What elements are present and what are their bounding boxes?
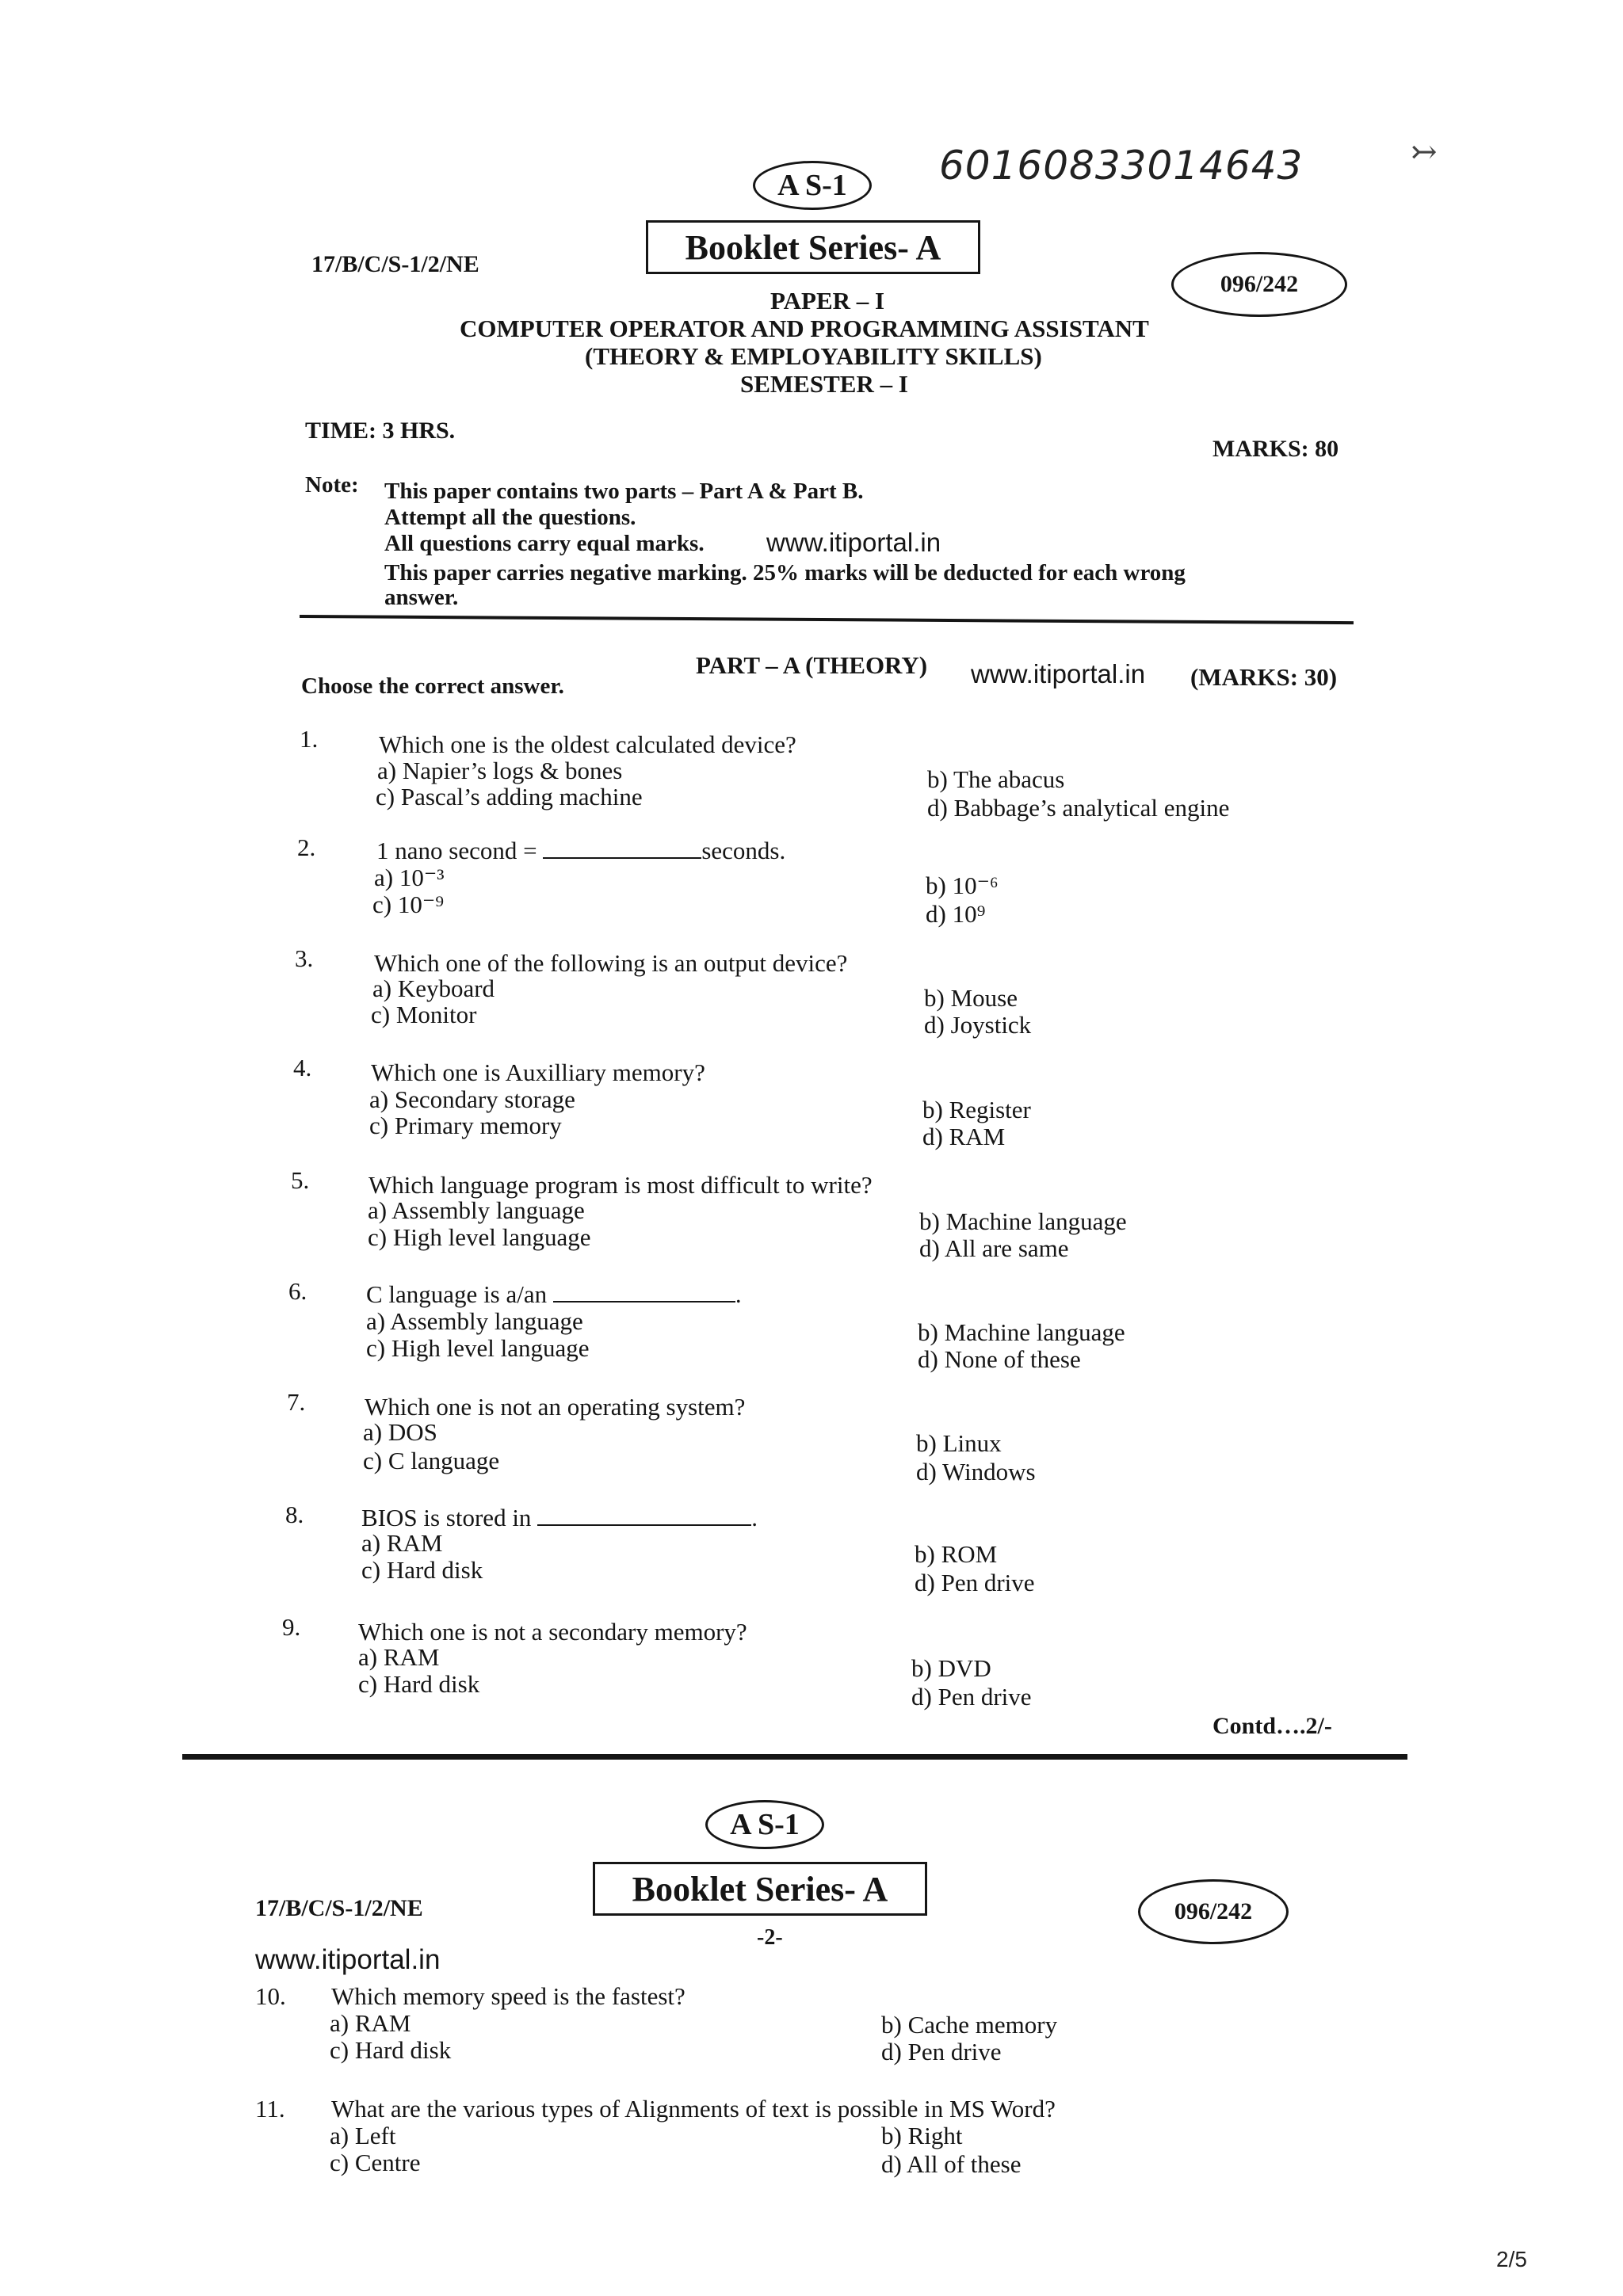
handwritten-number: 60160833014643 — [939, 143, 1304, 189]
part-a-marks: (MARKS: 30) — [1190, 663, 1338, 691]
as-1-tag — [753, 161, 872, 210]
booklet-series-text: Booklet Series- A — [632, 1869, 888, 1909]
header-divider — [300, 615, 1354, 624]
booklet-series-text: Booklet Series- A — [685, 227, 941, 267]
as-1-tag-text: A S-1 — [777, 169, 847, 202]
question-text: Which one is the oldest calculated device? — [379, 730, 796, 758]
booklet-series-box — [646, 220, 980, 274]
page2-website-link[interactable]: www.itiportal.in — [255, 1944, 441, 1975]
question-text — [376, 837, 785, 865]
question-number: 9. — [282, 1613, 301, 1641]
note-line-4: This paper carries negative marking. 25% marks will be deducted for each wrong — [384, 560, 1186, 585]
option-b[interactable]: b) Machine language — [918, 1318, 1125, 1346]
question-number: 1. — [300, 725, 319, 753]
note-line-2: Attempt all the questions. — [384, 505, 636, 530]
page-break-rule — [182, 1754, 1407, 1760]
question-number: 3. — [295, 944, 314, 972]
question-text: Which language program is most difficult to write? — [369, 1171, 873, 1199]
question-text: Which memory speed is the fastest? — [331, 1982, 685, 2010]
note-line-1: This paper contains two parts – Part A & Part B. — [384, 479, 864, 504]
answer-blank — [543, 838, 701, 859]
as-1-tag-page2 — [705, 1800, 824, 1849]
question-number: 4. — [293, 1054, 312, 1081]
option-d[interactable]: d) Babbage’s analytical engine — [927, 794, 1230, 822]
note-line-5: answer. — [384, 585, 459, 610]
paper-code: 17/B/C/S-1/2/NE — [311, 251, 479, 277]
option-b[interactable]: b) 10⁻⁶ — [926, 871, 999, 899]
option-d[interactable]: d) Pen drive — [915, 1569, 1035, 1596]
paper-id-text: 096/242 — [1220, 271, 1299, 297]
answer-blank — [553, 1282, 735, 1302]
option-b[interactable]: b) ROM — [915, 1540, 998, 1568]
question-text-before: BIOS is stored in — [361, 1504, 532, 1531]
option-d[interactable]: d) All are same — [919, 1234, 1069, 1262]
option-b[interactable]: b) Register — [922, 1096, 1031, 1123]
question-number: 6. — [288, 1277, 307, 1305]
option-c[interactable]: c) Hard disk — [330, 2036, 452, 2064]
paper-title-line-4: SEMESTER – I — [740, 370, 908, 398]
marks-label: MARKS: 80 — [1212, 436, 1339, 462]
option-a[interactable]: a) RAM — [358, 1643, 440, 1671]
option-d[interactable]: d) Windows — [916, 1458, 1036, 1486]
option-c[interactable]: c) Monitor — [371, 1001, 477, 1028]
question-text — [366, 1280, 742, 1309]
continued-marker: Contd….2/- — [1212, 1713, 1332, 1739]
paper-id-text: 096/242 — [1174, 1898, 1253, 1924]
question-number: 10. — [255, 1982, 286, 2010]
paper-title-line-2: COMPUTER OPERATOR AND PROGRAMMING ASSISTANT — [460, 315, 1149, 342]
option-a[interactable]: a) DOS — [363, 1418, 437, 1446]
paper-code-page2: 17/B/C/S-1/2/NE — [255, 1895, 423, 1921]
option-a[interactable]: a) Left — [330, 2122, 396, 2149]
question-text: Which one is not a secondary memory? — [358, 1618, 747, 1646]
pdf-page-indicator: 2/5 — [1496, 2247, 1527, 2271]
option-d[interactable]: d) RAM — [922, 1123, 1006, 1150]
paper-id-oval — [1171, 252, 1347, 317]
instruction-text: Choose the correct answer. — [301, 673, 564, 699]
option-a[interactable]: a) 10⁻³ — [374, 864, 445, 891]
time-label: TIME: 3 HRS. — [305, 418, 456, 444]
question-text-after: . — [735, 1280, 742, 1308]
part-a-website-link[interactable]: www.itiportal.in — [971, 659, 1146, 688]
paper-title-line-3: (THEORY & EMPLOYABILITY SKILLS) — [585, 342, 1042, 370]
page-number: -2- — [757, 1925, 783, 1950]
option-c[interactable]: c) Pascal’s adding machine — [376, 783, 643, 810]
option-b[interactable]: b) Right — [881, 2122, 963, 2149]
question-number: 2. — [297, 833, 316, 861]
option-a[interactable]: a) Napier’s logs & bones — [377, 757, 623, 784]
question-number: 5. — [291, 1166, 310, 1194]
option-c[interactable]: c) Primary memory — [369, 1112, 562, 1139]
paper-title-line-1: PAPER – I — [770, 287, 885, 315]
option-a[interactable]: a) Keyboard — [372, 974, 495, 1002]
question-number: 8. — [285, 1501, 304, 1528]
answer-blank — [537, 1505, 751, 1526]
note-website-link[interactable]: www.itiportal.in — [766, 528, 941, 557]
question-text-after: . — [751, 1504, 758, 1531]
option-c[interactable]: c) Hard disk — [358, 1670, 480, 1698]
option-c[interactable]: c) 10⁻⁹ — [372, 891, 445, 918]
question-text: Which one is not an operating system? — [365, 1393, 746, 1421]
option-b[interactable]: b) The abacus — [927, 765, 1065, 793]
option-b[interactable]: b) Linux — [916, 1429, 1002, 1457]
option-a[interactable]: a) Secondary storage — [369, 1085, 575, 1113]
option-a[interactable]: a) Assembly language — [366, 1307, 583, 1335]
question-number: 11. — [255, 2095, 285, 2122]
note-line-3: All questions carry equal marks. — [384, 531, 705, 556]
option-b[interactable]: b) Mouse — [924, 984, 1018, 1012]
option-c[interactable]: c) C language — [363, 1447, 500, 1474]
option-b[interactable]: b) Machine language — [919, 1207, 1127, 1235]
option-d[interactable]: d) Pen drive — [881, 2038, 1002, 2065]
option-a[interactable]: a) Assembly language — [368, 1196, 585, 1224]
booklet-series-box-page2 — [593, 1862, 927, 1916]
question-text: Which one is Auxilliary memory? — [371, 1058, 705, 1086]
question-text — [361, 1504, 758, 1532]
part-a-heading: PART – A (THEORY) — [696, 651, 928, 679]
option-c[interactable]: c) Centre — [330, 2149, 421, 2176]
question-text-after: seconds. — [701, 837, 786, 864]
question-number: 7. — [287, 1388, 306, 1416]
option-b[interactable]: b) DVD — [911, 1654, 991, 1682]
option-a[interactable]: a) RAM — [361, 1529, 443, 1557]
option-b[interactable]: b) Cache memory — [881, 2011, 1058, 2039]
option-a[interactable]: a) RAM — [330, 2009, 411, 2037]
option-d[interactable]: d) Pen drive — [911, 1683, 1032, 1711]
question-text-before: C language is a/an — [366, 1280, 548, 1308]
option-c[interactable]: c) High level language — [368, 1223, 591, 1251]
option-d[interactable]: d) None of these — [918, 1345, 1081, 1373]
option-c[interactable]: c) Hard disk — [361, 1556, 483, 1584]
arrow-mark-icon: ↣ — [1411, 134, 1438, 170]
option-d[interactable]: d) Joystick — [924, 1011, 1032, 1039]
option-d[interactable]: d) All of these — [881, 2150, 1022, 2178]
option-c[interactable]: c) High level language — [366, 1334, 590, 1362]
option-d[interactable]: d) 10⁹ — [926, 900, 986, 928]
as-1-tag-text: A S-1 — [730, 1808, 800, 1841]
paper-id-oval-page2 — [1138, 1879, 1289, 1944]
question-text: What are the various types of Alignments of text is possible in MS Word? — [331, 2095, 1056, 2122]
question-text-before: 1 nano second = — [376, 837, 537, 864]
question-text: Which one of the following is an output device? — [374, 949, 848, 977]
note-label: Note: — [305, 472, 359, 498]
